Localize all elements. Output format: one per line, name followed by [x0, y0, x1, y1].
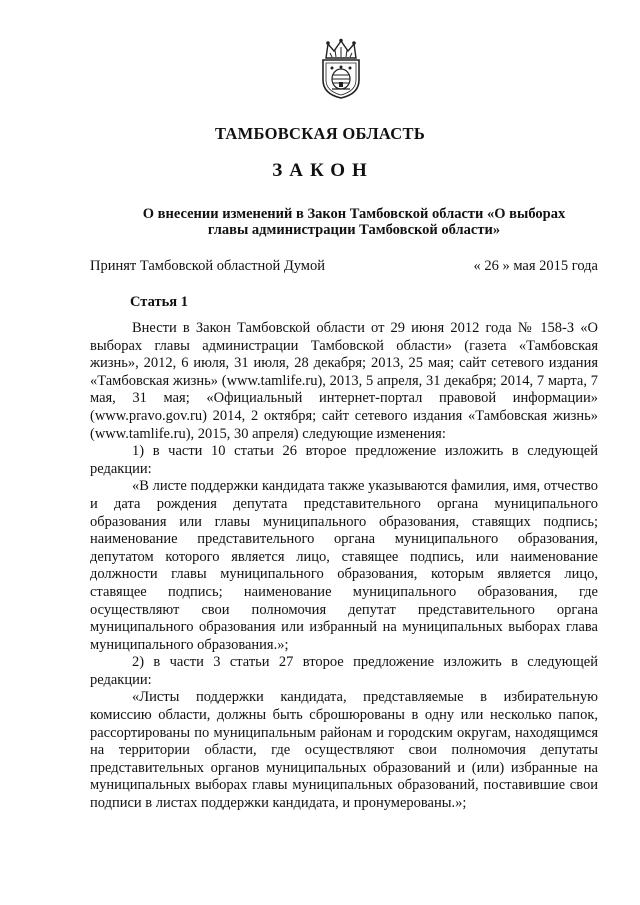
adoption-line [90, 258, 598, 275]
paragraph-item-1: 1) в части 10 статьи 26 второе предложение изложить в следующей редакции: [90, 443, 598, 477]
law-subject-line-1: О внесении изменений в Закон Тамбовской области «О выборах [142, 206, 566, 222]
coat-of-arms-emblem [318, 38, 364, 100]
document-type: ЗАКОН [272, 160, 374, 181]
paragraph-item-2: 2) в части 3 статьи 27 второе предложение изложить в следующей редакции: [90, 654, 598, 688]
article-heading: Статья 1 [130, 294, 188, 310]
law-subject [118, 206, 590, 238]
paragraph-quote-2: «Листы поддержки кандидата, представляемые в избирательную комиссию области, должны быть сброшюрованы в одну или несколько папок, рассортированы по муниципальным районам и городским округам, находящимся на территории области, где осуществляют свои полномочия депутаты представительных органов муниципальных образований и (или) избранные на муниципальных выборах главы муниципальных образований, поставившие свои подписи в листах поддержки кандидата, и пронумерованы.»; [90, 689, 598, 812]
paragraph-quote-1: «В листе поддержки кандидата также указываются фамилия, имя, отчество и дата рождения депутата представительного органа муниципального образования или главы муниципального образования, ставящих подпись; наименование представительного органа муниципального образования, депутатом которого является лицо, ставящее подпись, или наименование должности главы муниципального образования, которым является лицо, ставящее подпись; наименование муниципального образования, где осуществляют свои полномочия депутат представительного органа муниципального образования или избранный на муниципальных выборах глава муниципального образования.»; [90, 478, 598, 653]
law-subject-line-2: главы администрации Тамбовской области» [207, 222, 501, 238]
adoption-date: « 26 » мая 2015 года [473, 258, 598, 274]
adopted-by: Принят Тамбовской областной Думой [90, 258, 325, 274]
article-body [90, 320, 598, 813]
paragraph-intro: Внести в Закон Тамбовской области от 29 июня 2012 года № 158-З «О выборах главы администрации Тамбовской области» (газета «Тамбовская жизнь», 2012, 6 июля, 31 июля, 28 декабря; 2013, 25 мая; сайт сетевого издания «Тамбовская жизнь» (www.tamlife.ru), 2013, 5 апреля, 31 декабря; 2014, 7 марта, 7 мая, 31 мая; «Официальный интернет-портал правовой информации» (www.pravo.gov.ru) 2014, 2 октября; сайт сетевого издания «Тамбовская жизнь» (www.tamlife.ru), 2015, 30 апреля) следующие изменения: [90, 320, 598, 442]
region-title: ТАМБОВСКАЯ ОБЛАСТЬ [214, 124, 426, 143]
